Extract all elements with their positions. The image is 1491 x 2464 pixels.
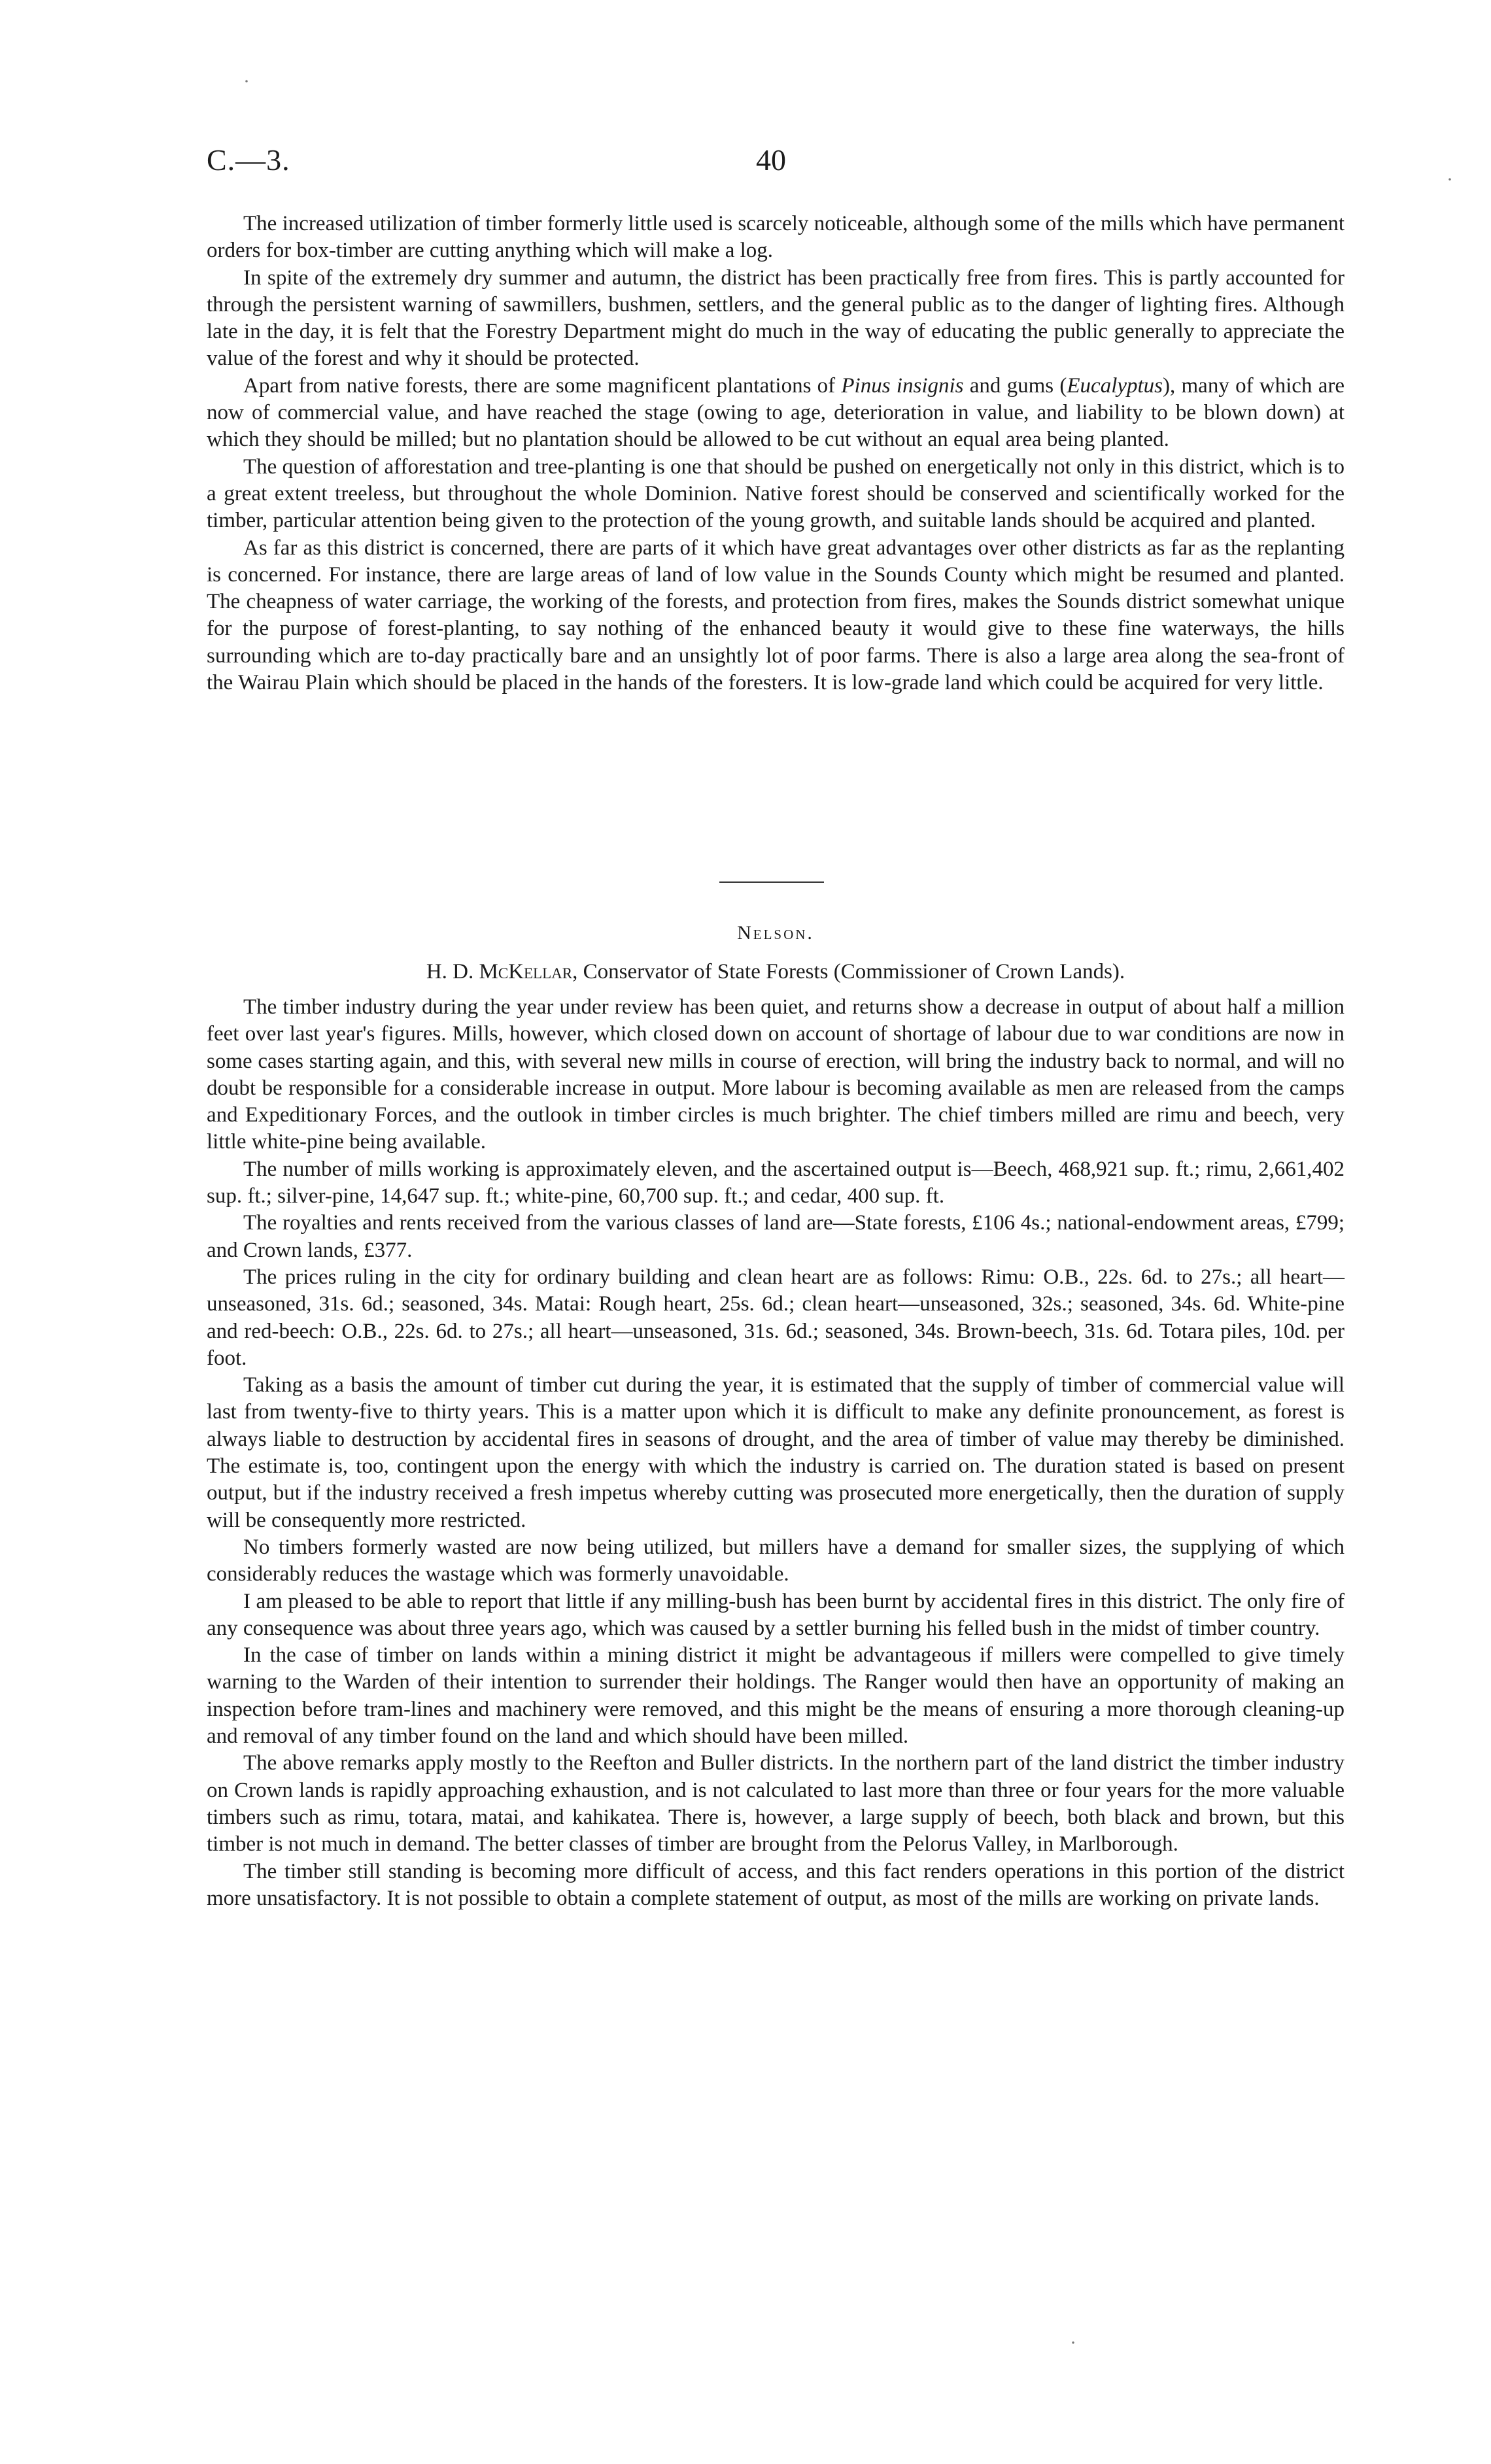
species-name: Eucalyptus — [1067, 373, 1163, 398]
text-run: ), many of which are now of commercial value, and have reached the stage (owing to age, deterioration in value, and liability to be blown down) at which they should be milled; but no plantation should be allowed to be cut without an equal area being planted. — [207, 373, 1345, 452]
text-run: Apart from native forests, there are some magnificent plantations of — [243, 373, 842, 398]
page-number: 40 — [756, 143, 786, 177]
paragraph: In the case of timber on lands within a mining district it might be advantageous if millers were compelled to give timely warning to the Warden of their intention to surrender their holdings. The Ranger would then have an opportunity of making an inspection before tram-lines and machinery were removed, and this might be the means of ensuring a more thorough cleaning-up and removal of any timber found on the land and which should have been milled. — [207, 1643, 1345, 1749]
nelson-section — [207, 994, 1345, 1912]
paragraph: Taking as a basis the amount of timber cut during the year, it is estimated that the supply of timber of commercial value will last from twenty-five to thirty years. This is a matter upon which it is difficult to make any definite pronouncement, as forest is always liable to destruction by accidental fires in seasons of drought, and the area of timber of value may thereby be diminished. The estimate is, too, contingent upon the energy with which the industry is carried on. The duration stated is based on present output, but if the industry received a fresh impetus whereby cutting was prosecuted more energetically, then the duration of supply will be consequently more restricted. — [207, 1373, 1345, 1532]
margin-speck-icon: · — [1447, 169, 1453, 190]
paragraph: The above remarks apply mostly to the Reefton and Buller districts. In the northern part of the land district the timber industry on Crown lands is rapidly approaching exhaustion, and is not calculated to last more than three or four years for the more valuable timbers such as rimu, totara, matai, and kahikatea. There is, however, a large supply of beech, both black and brown, but this timber is not much in demand. The better classes of timber are brought from the Pelorus Valley, in Marlborough. — [207, 1751, 1345, 1857]
document-reference: C.—3. — [207, 143, 290, 177]
paragraph: The prices ruling in the city for ordinary building and clean heart are as follows: Rimu: O.B., 22s. 6d. to 27s.; all heart—unseasoned, 31s. 6d.; seasoned, 34s. Matai: Rough heart, 25s. 6d.; clean heart—unseasoned, 32s.; seasoned, 34s. 6d. White-pine and red-beech: O.B., 22s. 6d. to 27s.; all heart—unseasoned, 31s. 6d.; seasoned, 34s. Brown-beech, 31s. 6d. Totara piles, 10d. per foot. — [207, 1265, 1345, 1370]
paragraph: I am pleased to be able to report that little if any milling-bush has been burnt by accidental fires in this district. The only fire of any consequence was about three years ago, which was caused by a settler burning his felled bush in the midst of timber country. — [207, 1589, 1345, 1640]
paragraph: The question of afforestation and tree-planting is one that should be pushed on energetically not only in this district, which is to a great extent treeless, but throughout the whole Dominion. Native forest should be conserved and scientifically worked for the timber, particular attention being given to the protection of the young growth, and suitable lands should be acquired and planted. — [207, 454, 1345, 533]
paragraph: No timbers formerly wasted are now being utilized, but millers have a demand for smaller sizes, the supplying of which considerably reduces the wastage which was formerly unavoidable. — [207, 1535, 1345, 1586]
section-byline — [207, 960, 1345, 984]
paragraph-plantations — [207, 373, 1345, 454]
author-name: H. D. McKellar — [426, 960, 573, 984]
paragraph: The number of mills working is approximately eleven, and the ascertained output is—Beech, 468,921 sup. ft.; rimu, 2,661,402 sup. ft.; silver-pine, 14,647 sup. ft.; white-pine, 60,700 sup. ft.; and cedar, 400 sup. ft. — [207, 1157, 1345, 1208]
intro-section — [207, 211, 1345, 696]
paragraph: The timber still standing is becoming more difficult of access, and this fact renders operations in this portion of the district more unsatisfactory. It is not possible to obtain a complete statement of output, as most of the mills are working on private lands. — [207, 1859, 1345, 1910]
paragraph: The royalties and rents received from the various classes of land are—State forests, £106 4s.; national-endowment areas, £799; and Crown lands, £377. — [207, 1211, 1345, 1262]
section-title: Nelson. — [737, 922, 814, 944]
paragraph: The timber industry during the year under review has been quiet, and returns show a decrease in output of about half a million feet over last year's figures. Mills, however, which closed down on account of shortage of labour due to war conditions are now in some cases starting again, and this, with several new mills in course of erection, will bring the industry back to normal, and will no doubt be responsible for a considerable increase in output. More labour is becoming available as men are released from the camps and Expeditionary Forces, and the outlook in timber circles is much brighter. The chief timbers milled are rimu and beech, very little white-pine being available. — [207, 995, 1345, 1154]
margin-speck-icon: · — [243, 71, 250, 92]
margin-speck-icon: · — [1070, 2332, 1076, 2353]
paragraph: The increased utilization of timber formerly little used is scarcely noticeable, although some of the mills which have permanent orders for box-timber are cutting anything which will make a log. — [207, 212, 1345, 263]
author-role: , Conservator of State Forests (Commissioner of Crown Lands). — [572, 960, 1125, 984]
section-divider — [719, 881, 824, 883]
paragraph: As far as this district is concerned, there are parts of it which have great advantages over other districts as far as the replanting is concerned. For instance, there are large areas of land of low value in the Sounds County which might be resumed and planted. The cheapness of water carriage, the working of the forests, and protection from fires, makes the Sounds district somewhat unique for the purpose of forest-planting, to say nothing of the enhanced beauty it would give to these fine waterways, the hills surrounding which are to-day practically bare and an unsightly lot of poor farms. There is also a large area along the sea-front of the Wairau Plain which should be placed in the hands of the foresters. It is low-grade land which could be acquired for very little. — [207, 536, 1345, 695]
text-run: and gums ( — [963, 373, 1067, 398]
page-header — [207, 143, 1345, 188]
species-name: Pinus insignis — [841, 373, 964, 398]
paragraph: In spite of the extremely dry summer and autumn, the district has been practically free from fires. This is partly accounted for through the persistent warning of sawmillers, bushmen, settlers, and the general public as to the danger of lighting fires. Although late in the day, it is felt that the Forestry Department might do much in the way of educating the public generally to appreciate the value of the forest and why it should be protected. — [207, 265, 1345, 371]
